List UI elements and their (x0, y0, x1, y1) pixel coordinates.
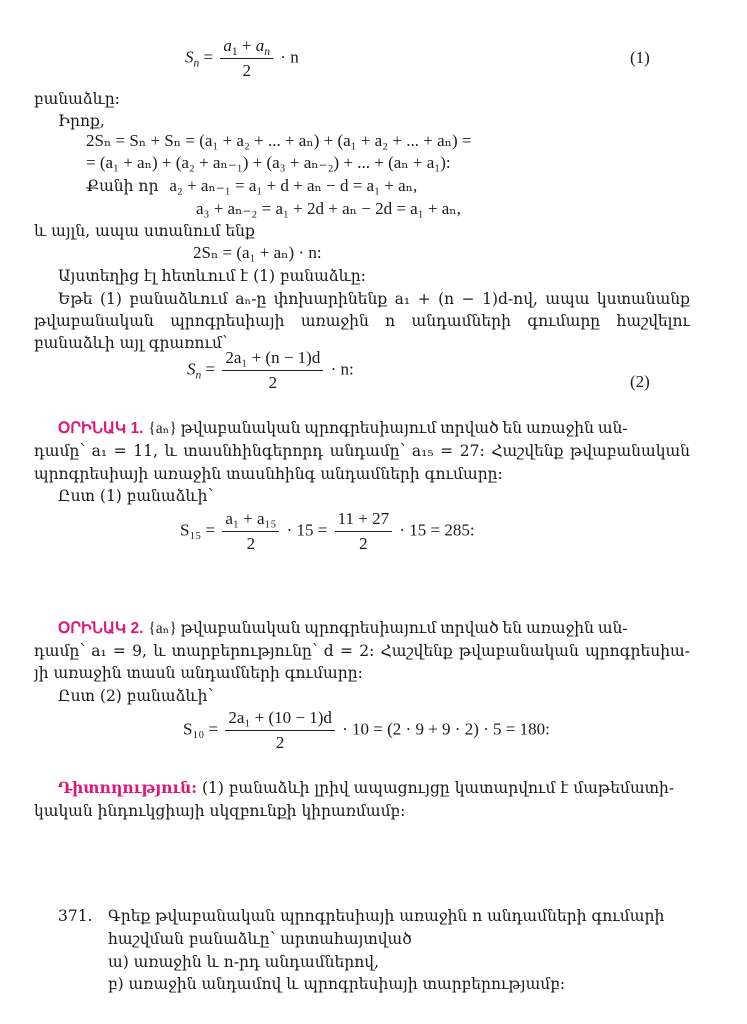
derivation-row-2: = (a₁ + aₙ) + (a₂ + aₙ₋₁) + (a₃ + aₙ₋₂) + ... + (aₙ + a₁): (86, 153, 451, 172)
example-2-label: ՕՐԻՆԱԿ 2. (58, 620, 144, 637)
exercise-line-1: Գրեք թվաբանական պրոգրեսիայի առաջին n անդամների գումարի (108, 907, 665, 925)
example-2-line-3: յի առաջին տասն անդամների գումարը: (34, 664, 363, 682)
example-1-line-3: պրոգրեսիայի առաջին տասնհինգ անդամների գումարը: (34, 465, 503, 483)
replace-text-1: Եթե (1) բանաձևում aₙ-ը փոխարինենք a₁ + (n − 1)d-ով, ապա կստանանք (58, 290, 690, 308)
derivation-row-3 (86, 176, 417, 196)
example-1-text-1: {aₙ} թվաբանական պրոգրեսիայում տրված են առաջին ան- (148, 420, 628, 437)
formula-1-num-b: a (255, 36, 265, 55)
formula-2-tail: · n: (330, 359, 354, 379)
example-1-line-1 (58, 418, 628, 439)
formula-2-denominator: 2 (268, 373, 278, 392)
formula-1-lhs-sub: n (193, 56, 200, 70)
example-2-fraction (225, 708, 334, 753)
example-1-line-4: Ըստ (1) բանաձևի՝ (58, 487, 214, 505)
derivation-row-4: a₃ + aₙ₋₂ = a₁ + 2d + aₙ − 2d = a₁ + aₙ, (196, 199, 461, 218)
follows-text: Այստեղից էլ հետևում է (1) բանաձևը: (58, 267, 366, 285)
formula-2-lhs-sub: n (195, 368, 202, 382)
example-2-text-1: {aₙ} թվաբանական պրոգրեսիայում տրված են առաջին ան- (148, 620, 628, 637)
example-1-formula-mid: · 15 = (286, 520, 328, 540)
exercise-line-2: հաշվման բանաձևը՝ արտահայտված (108, 930, 412, 948)
example-1-fraction-2-num: 11 + 27 (335, 509, 392, 532)
replace-text-3: բանաձևի այլ գրառում՝ (34, 334, 228, 352)
formula-2-numerator: 2a₁ + (n − 1)d (222, 348, 323, 371)
example-2-formula (183, 708, 550, 753)
exercise-number: 371. (58, 907, 93, 925)
formula-word: բանաձևը: (34, 90, 120, 108)
formula-1-lhs: S (185, 47, 194, 67)
remark-line-1 (58, 778, 674, 798)
formula-1-denominator: 2 (242, 61, 251, 80)
derivation-row-6: 2Sₙ = (a₁ + aₙ) · n: (193, 243, 322, 262)
since-word: Քանի որ (86, 177, 159, 195)
example-2-line-4: Ըստ (2) բանաձևի՝ (58, 687, 214, 705)
example-1-formula-tail: · 15 = 285: (399, 520, 475, 540)
derivation-row-1: 2Sₙ = Sₙ + Sₙ = (a₁ + a₂ + ... + aₙ) + (a₁ + a₂ + ... + aₙ) = (86, 131, 472, 150)
example-2-line-2: դամը՝ a₁ = 9, և տարբերությունը՝ d = 2: Հաշվենք թվաբանական պրոգրեսիա- (34, 642, 690, 660)
indeed-word: Իրոք, (58, 112, 105, 130)
derivation-row-5: և այլն, ապա ստանում ենք (34, 222, 255, 240)
remark-text-1: (1) բանաձևի լրիվ ապացույցը կատարվում է մաթեմատի- (201, 779, 675, 797)
formula-1-num-a-sub: 1 (231, 45, 238, 59)
example-2-formula-tail: · 10 = (2 · 9 + 9 · 2) · 5 = 180: (342, 719, 550, 739)
replace-text-2: թվաբանական պրոգրեսիայի առաջին n անդամների գումարը հաշվելու (34, 312, 690, 330)
formula-1-fraction (220, 36, 273, 81)
equation-number-2: (2) (630, 372, 650, 391)
formula-1: $S_n$ = $\frac{a_1 + a_n}{2}$ · n (185, 36, 299, 80)
formula-2-lhs: S (187, 359, 196, 379)
remark-line-2: կական ինդուկցիայի սկզբունքի կիրառմամբ: (34, 802, 406, 820)
example-1-formula-lhs: S₁₅ = (180, 520, 216, 540)
example-1-formula (180, 509, 475, 554)
example-2-line-1 (58, 618, 628, 639)
derivation-row-3-math: a₂ + aₙ₋₁ = a₁ + d + aₙ − d = a₁ + aₙ, (169, 176, 418, 195)
example-1-label: ՕՐԻՆԱԿ 1. (58, 420, 144, 437)
example-1-fraction-2 (335, 509, 392, 554)
formula-1-num-plus: + (237, 36, 256, 55)
example-1-fraction-1-num: a₁ + a₁₅ (222, 509, 279, 532)
exercise-item-b: բ) առաջին անդամով և պրոգրեսիայի տարբերությամբ: (108, 975, 566, 993)
exercise-item-a: ա) առաջին և n-րդ անդամներով, (108, 953, 380, 971)
example-1-fraction-2-den: 2 (359, 534, 368, 553)
formula-2: $S_n$ = $\frac{\text{2a₁ + (n − 1)d}}{2}$ · n: (187, 348, 354, 392)
example-1-line-2: դամը՝ a₁ = 11, և տասնհինգերորդ անդամը՝ a₁₅ = 27: Հաշվենք թվաբանական (34, 442, 690, 460)
formula-1-tail: · n (280, 47, 299, 67)
example-1-fraction-1-den: 2 (246, 534, 256, 553)
example-2-formula-lhs: S₁₀ = (183, 719, 219, 739)
formula-2-fraction (222, 348, 323, 393)
example-2-fraction-den: 2 (275, 733, 285, 752)
remark-label: Դիտողություն: (58, 778, 198, 797)
example-2-fraction-num: 2a₁ + (10 − 1)d (225, 708, 334, 731)
formula-1-num-a: a (223, 36, 232, 55)
example-1-fraction-1 (222, 509, 279, 554)
formula-1-num-b-sub: n (264, 45, 271, 59)
equation-number-1: (1) (630, 48, 650, 67)
